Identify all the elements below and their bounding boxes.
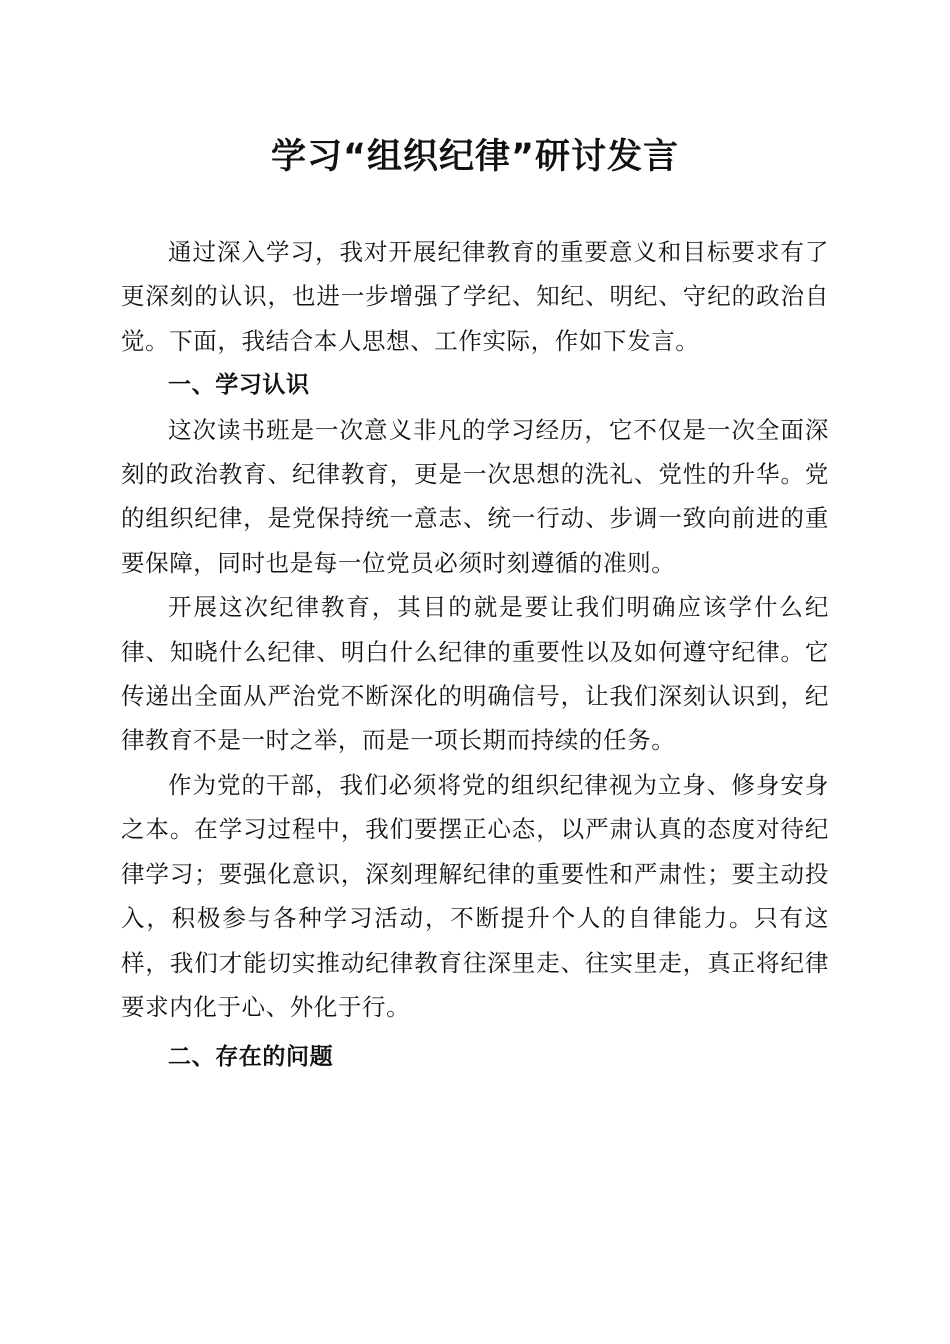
section-heading-existing-problems: 二、存在的问题 [168, 1044, 334, 1071]
paragraph-cadre-responsibility: 作为党的干部，我们必须将党的组织纪律视为立身、修身安身之本。在学习过程中，我们要摆正心态，以严肃认真的态度对待纪律学习；要强化意识，深刻理解纪律的重要性和严肃性；要主动投入，积极参与各种学习活动，不断提升个人的自律能力。只有这样，我们才能切实推动纪律教育往深里走、往实里走，真正将纪律要求内化于心、外化于行。 [121, 770, 829, 1021]
section-heading-study-understanding: 一、学习认识 [168, 372, 310, 399]
paragraph-study-experience: 这次读书班是一次意义非凡的学习经历，它不仅是一次全面深刻的政治教育、纪律教育，更是一次思想的洗礼、党性的升华。党的组织纪律，是党保持统一意志、统一行动、步调一致向前进的重要保障，同时也是每一位党员必须时刻遵循的准则。 [121, 415, 829, 577]
paragraph-education-purpose: 开展这次纪律教育，其目的就是要让我们明确应该学什么纪律、知晓什么纪律、明白什么纪律的重要性以及如何遵守纪律。它传递出全面从严治党不断深化的明确信号，让我们深刻认识到，纪律教育不是一时之举，而是一项长期而持续的任务。 [121, 593, 829, 755]
intro-paragraph: 通过深入学习，我对开展纪律教育的重要意义和目标要求有了更深刻的认识，也进一步增强了学纪、知纪、明纪、守纪的政治自觉。下面，我结合本人思想、工作实际，作如下发言。 [121, 238, 829, 355]
document-title: 学习“组织纪律”研讨发言 [270, 137, 679, 177]
document-body [121, 230, 829, 1080]
